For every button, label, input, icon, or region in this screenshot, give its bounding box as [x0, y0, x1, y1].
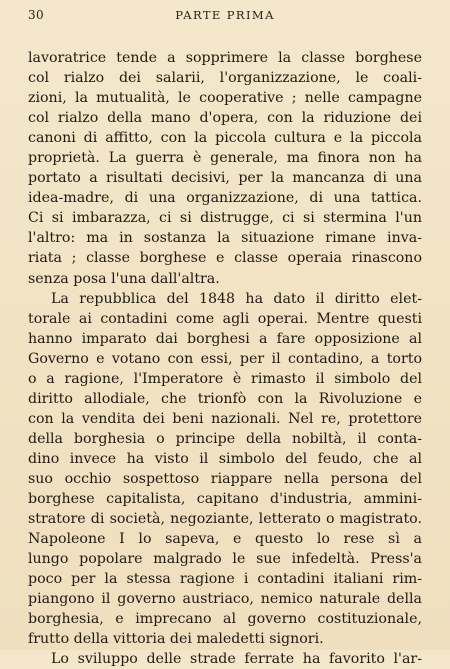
text-line: riata ; classe borghese e classe operaia rinascono [28, 250, 422, 267]
text-line: Ci si imbarazza, ci si distrugge, ci si stermina l'un [28, 210, 422, 227]
text-line: lavoratrice tende a sopprimere la classe borghese [28, 50, 422, 66]
text-line: suo occhio sospettoso riappare nella persona del [28, 470, 422, 487]
text-line: piangono il governo austriaco, nemico naturale della [28, 591, 422, 608]
text-line: hanno imparato dai borghesi a fare opposizione al [28, 330, 422, 347]
text-line: Governo e votano con essi, per il contadino, a torto [28, 350, 422, 367]
text-line: Napoleone I lo sapeva, e questo lo rese sì a [28, 531, 422, 548]
text-line: borghese capitalista, capitano d'industria, ammini- [28, 491, 422, 508]
text-line: stratore di società, negoziante, letterato o magistrato. [28, 511, 422, 528]
text-line: idea-madre, di una organizzazione, di una tattica. [28, 190, 422, 207]
text-line: col rialzo dei salarii, l'organizzazione, le coali- [28, 70, 422, 87]
text-line: senza posa l'una dall'altra. [28, 270, 220, 287]
text-line: borghesia, e imprecano al governo costituzionale, [28, 611, 422, 628]
text-line: torale ai contadini come agli operai. Mentre questi [28, 310, 422, 327]
text-line: diritto allodiale, che trionfò con la Rivoluzione e [28, 390, 422, 407]
text-line: lungo popolare malgrado le sue infedeltà. Press'a [28, 551, 422, 568]
text-line: l'altro: ma in sostanza la situazione rimane inva- [28, 230, 422, 247]
text-line: frutto della vittoria dei maledetti signori. [28, 631, 324, 648]
page-header [28, 8, 422, 30]
body-text [28, 48, 422, 669]
running-head: PARTE PRIMA [175, 8, 275, 22]
text-line: con la vendita dei beni nazionali. Nel re, protettore [28, 410, 422, 427]
text-line: col rialzo della mano d'opera, con la riduzione dei [28, 110, 422, 127]
text-line: canoni di affitto, con la piccola cultura e la piccola [28, 130, 422, 147]
text-line: proprietà. La guerra è generale, ma finora non ha [28, 150, 422, 167]
text-line: La repubblica del 1848 ha dato il diritto elet- [51, 290, 422, 307]
text-line: portato a risultati decisivi, per la mancanza di una [28, 170, 422, 187]
text-line: Lo sviluppo delle strade ferrate ha favorito l'ar- [51, 651, 422, 668]
text-line: o a ragione, l'Imperatore è rimasto il simbolo del [28, 370, 422, 387]
page-number: 30 [28, 8, 45, 22]
text-line: poco per la stessa ragione i contadini italiani rim- [28, 571, 422, 588]
text-line: zioni, la mutualità, le cooperative ; nelle campagne [28, 90, 422, 107]
text-line: dino invece ha visto il simbolo del feudo, che al [28, 450, 422, 467]
text-line: della borghesia o principe della nobiltà, il conta- [28, 430, 422, 447]
